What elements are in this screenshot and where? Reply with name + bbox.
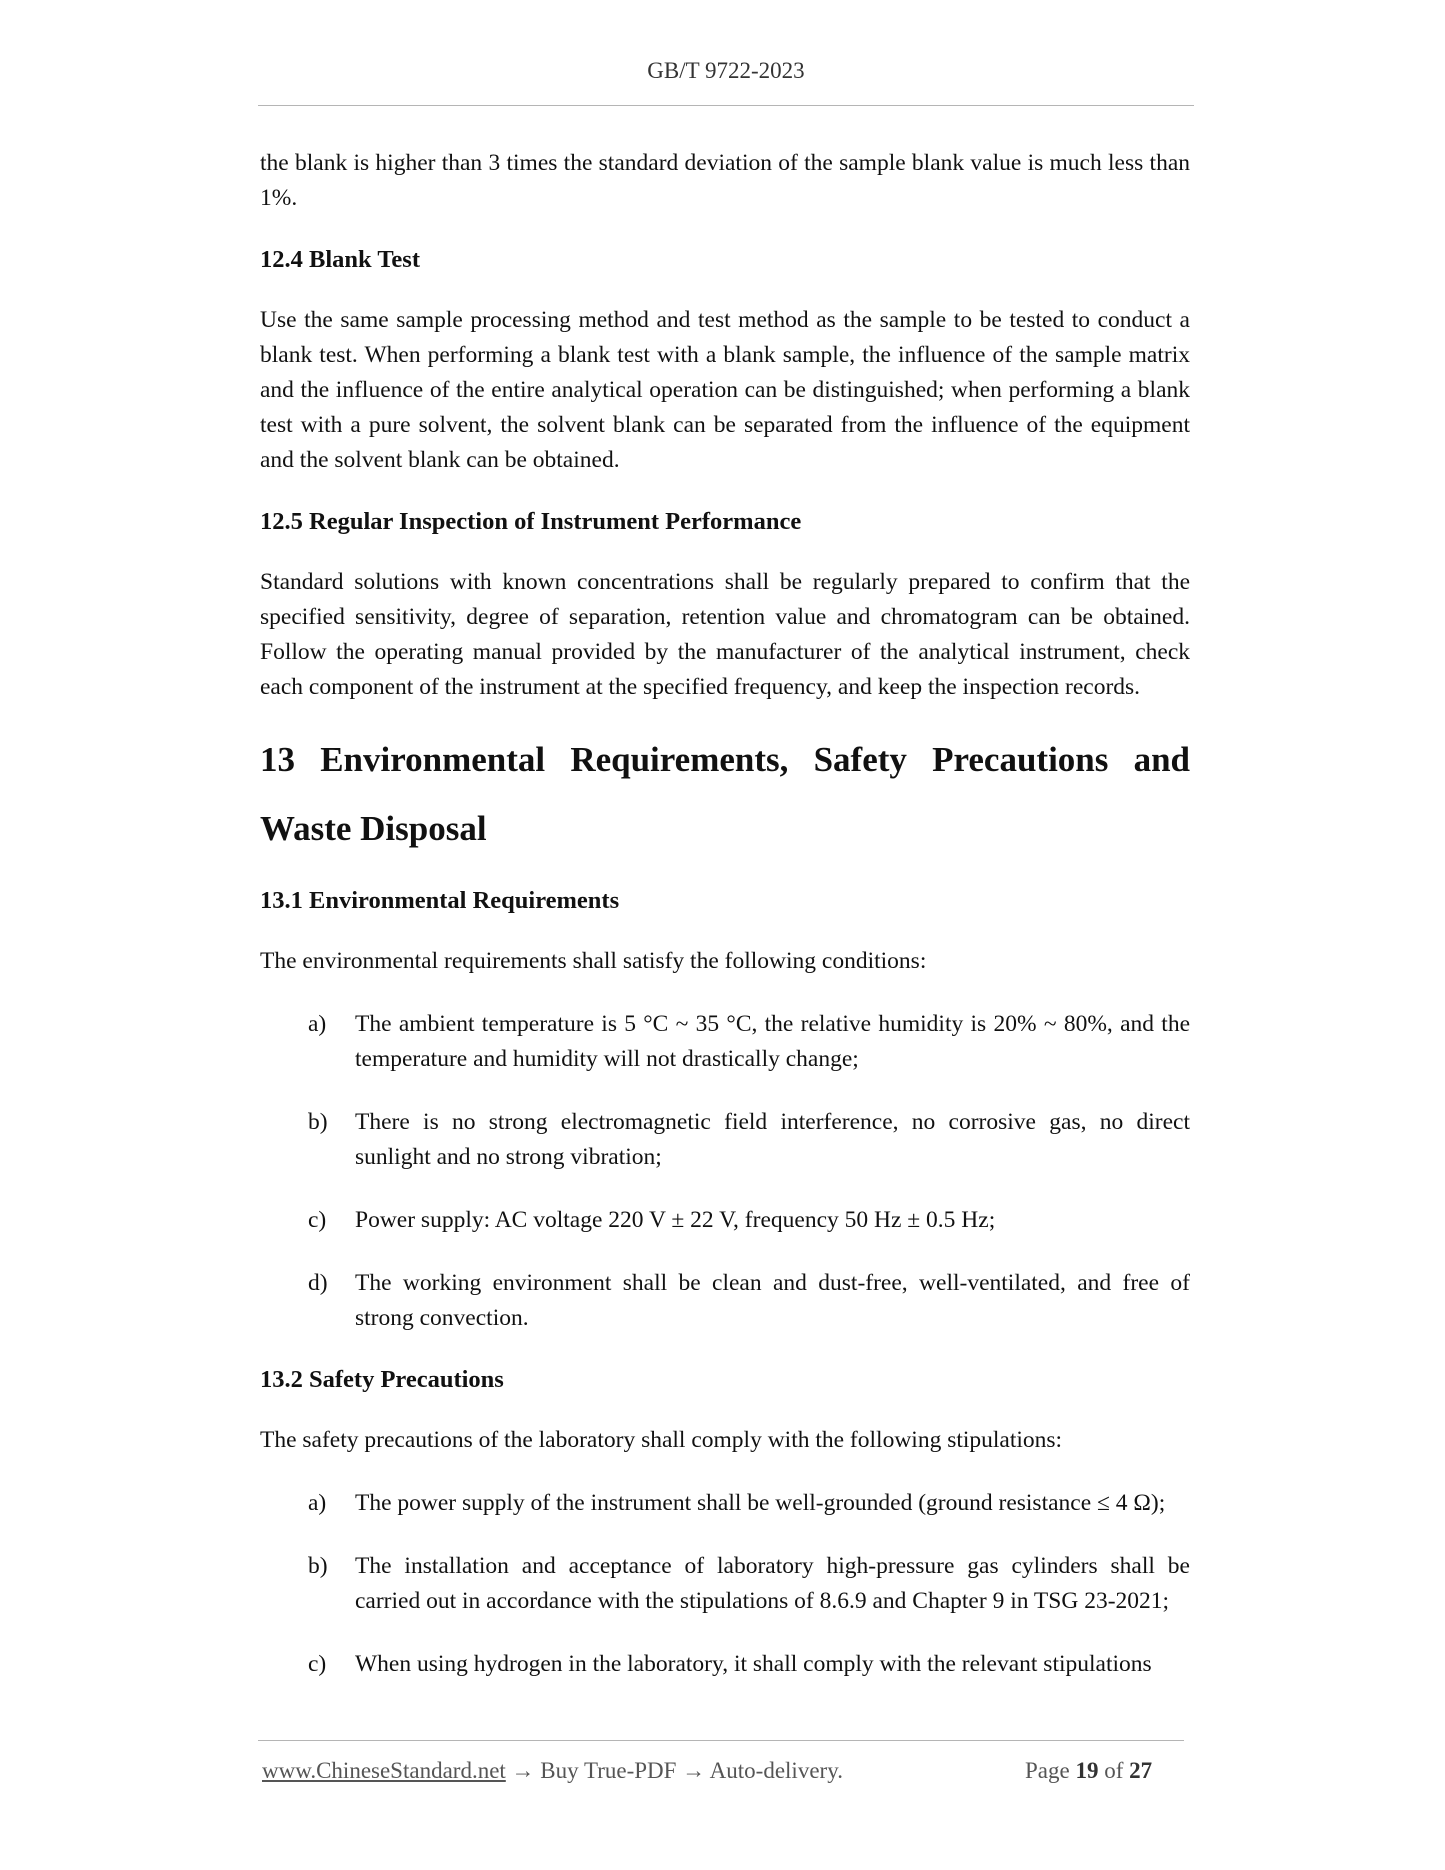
list-item-label: c) [308, 1651, 327, 1677]
section-13-2-intro: The safety precautions of the laboratory shall comply with the following stipulations: [260, 1427, 1063, 1453]
continuation-paragraph: the blank is higher than 3 times the standard deviation of the sample blank value is much less than 1%. [260, 150, 1190, 211]
list-item [260, 1007, 1190, 1077]
page-current: 19 [1075, 1758, 1099, 1783]
list-item-label: d) [308, 1270, 328, 1296]
buy-true-pdf-text: Buy True-PDF [540, 1758, 677, 1783]
page-total: 27 [1129, 1758, 1153, 1783]
website-link[interactable]: www.ChineseStandard.net [262, 1758, 506, 1783]
list-item-label: a) [308, 1490, 327, 1516]
list-item-text: The power supply of the instrument shall be well-grounded (ground resistance ≤ 4 Ω); [355, 1490, 1166, 1516]
list-item [260, 1105, 1190, 1175]
list-item-label: a) [308, 1011, 327, 1037]
page-number [1025, 1758, 1152, 1784]
section-13-1-intro: The environmental requirements shall satisfy the following conditions: [260, 948, 927, 974]
section-12-4-heading: 12.4 Blank Test [260, 246, 420, 273]
list-item-text: The working environment shall be clean and dust-free, well-ventilated, and free of strong convection. [355, 1270, 1190, 1331]
footer-promo [262, 1758, 843, 1784]
section-12-5-heading: 12.5 Regular Inspection of Instrument Performance [260, 508, 802, 535]
list-item-label: b) [308, 1109, 328, 1135]
list-item [260, 1549, 1190, 1619]
list-item [260, 1203, 1190, 1238]
list-item-text: The ambient temperature is 5 °C ~ 35 °C, the relative humidity is 20% ~ 80%, and the temperature and humidity will not drastically change; [355, 1011, 1190, 1072]
of-word: of [1104, 1758, 1124, 1783]
list-item-text: There is no strong electromagnetic field interference, no corrosive gas, no direct sunlight and no strong vibration; [355, 1109, 1190, 1170]
list-item-text: The installation and acceptance of laboratory high-pressure gas cylinders shall be carried out in accordance with the stipulations of 8.6.9 and Chapter 9 in TSG 23-2021; [355, 1553, 1190, 1614]
section-13-2-heading: 13.2 Safety Precautions [260, 1366, 504, 1393]
chapter-13-heading: 13 Environmental Requirements, Safety Precautions and Waste Disposal [260, 740, 1190, 848]
list-item-label: c) [308, 1207, 327, 1233]
list-item [260, 1647, 1190, 1682]
footer-divider [258, 1740, 1184, 1741]
section-12-4-paragraph: Use the same sample processing method and test method as the sample to be tested to conduct a blank test. When performing a blank test with a blank sample, the influence of the sample matrix and the influence of the entire analytical operation can be distinguished; when performing a blank test with a pure solvent, the solvent blank can be separated from the influence of the equipment and the solvent blank can be obtained. [260, 307, 1190, 473]
arrow-right-icon: → [511, 1758, 535, 1783]
section-12-5-paragraph: Standard solutions with known concentrations shall be regularly prepared to confirm that the specified sensitivity, degree of separation, retention value and chromatogram can be obtained. Follow the operating manual provided by the manufacturer of the analytical instrument, check each component of the instrument at the specified frequency, and keep the inspection records. [260, 569, 1190, 700]
page-header-standard-code: GB/T 9722-2023 [647, 58, 805, 83]
list-item-label: b) [308, 1553, 328, 1579]
list-item-text: Power supply: AC voltage 220 V ± 22 V, frequency 50 Hz ± 0.5 Hz; [355, 1207, 996, 1233]
document-body [260, 146, 1190, 1682]
list-item [260, 1486, 1190, 1521]
arrow-right-icon: → [682, 1758, 706, 1783]
page-word: Page [1025, 1758, 1070, 1783]
header-divider [258, 105, 1194, 106]
list-item-text: When using hydrogen in the laboratory, it shall comply with the relevant stipulations [355, 1651, 1152, 1677]
auto-delivery-text: Auto-delivery. [709, 1758, 843, 1783]
list-item [260, 1266, 1190, 1336]
section-13-1-heading: 13.1 Environmental Requirements [260, 887, 620, 914]
